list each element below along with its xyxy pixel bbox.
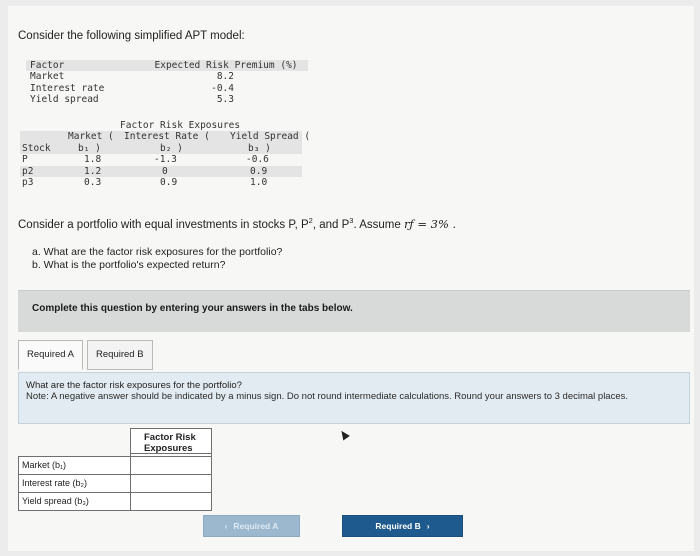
exposure-row	[20, 166, 302, 177]
exposure-row	[20, 177, 302, 188]
yield-spread-exposure-input[interactable]	[130, 492, 212, 511]
tab-required-a[interactable]: Required A	[18, 340, 83, 370]
risk-premium-table	[26, 60, 308, 106]
answer-row	[18, 456, 212, 475]
premium-row	[26, 94, 308, 105]
para-text: Consider a portfolio with equal investments in stocks P, P	[18, 218, 309, 231]
exposure-b1: 0.3	[84, 176, 102, 188]
stock-name: P	[22, 154, 28, 166]
col-interest: Interest Rate (	[124, 131, 210, 143]
exposure-row	[20, 154, 302, 165]
question-box	[18, 372, 690, 424]
exposure-table-title: Factor Risk Exposures	[120, 120, 241, 131]
premium-header-row	[26, 60, 308, 71]
exposure-b2: 0	[162, 165, 168, 177]
answer-column-header: Factor Risk Exposures	[130, 428, 212, 454]
stock-name: p3	[22, 176, 34, 188]
question-note: Note: A negative answer should be indicated by a minus sign. Do not round intermediate calculations. Round your answers to 3 decimal places.	[26, 391, 629, 402]
col-b2: b₂ )	[160, 142, 183, 154]
question-a: a. What are the factor risk exposures for the portfolio?	[32, 246, 283, 258]
instructions-banner: Complete this question by entering your answers in the tabs below.	[18, 290, 690, 332]
col-market: Market (	[68, 131, 114, 143]
premium-value: 8.2	[216, 71, 234, 83]
market-exposure-input[interactable]	[130, 456, 212, 475]
premium-value: -0.4	[211, 82, 234, 94]
para-sup: 3	[349, 216, 354, 225]
para-text: . Assume	[353, 218, 404, 231]
question-list	[32, 246, 282, 271]
premium-value: 5.3	[216, 94, 234, 106]
stock-name: p2	[22, 165, 34, 177]
next-button-label: Required B	[375, 521, 421, 531]
answer-label: Yield spread (b₃)	[18, 492, 130, 511]
premium-factor: Yield spread	[30, 94, 99, 106]
para-text: , and P	[312, 218, 350, 231]
next-required-b-button[interactable]	[342, 515, 463, 537]
exposure-subheader-row	[20, 143, 302, 154]
para-sup: 2	[308, 216, 313, 225]
premium-row	[26, 71, 308, 82]
prev-button-label: Required A	[233, 521, 279, 531]
tab-required-b[interactable]: Required B	[87, 340, 153, 370]
interest-rate-exposure-input[interactable]	[130, 474, 212, 493]
question-text: What are the factor risk exposures for the portfolio?	[26, 380, 242, 391]
answer-label: Interest rate (b₂)	[18, 474, 130, 493]
prev-required-a-button[interactable]	[203, 515, 300, 537]
exposure-b1: 1.2	[84, 165, 102, 177]
chevron-right-icon: ›	[426, 521, 430, 531]
exposure-b3: 0.9	[250, 165, 268, 177]
col-b3: b₃ )	[248, 142, 271, 154]
answer-row	[18, 474, 212, 493]
exposure-b3: 1.0	[250, 176, 268, 188]
exposure-b2: -1.3	[154, 154, 177, 166]
exposure-b3: -0.6	[246, 154, 269, 166]
assumption-paragraph	[18, 216, 456, 231]
chevron-left-icon: ‹	[224, 521, 228, 531]
exposure-b2: 0.9	[160, 176, 178, 188]
col-yield: Yield Spread (	[230, 131, 311, 143]
answer-row	[18, 492, 212, 511]
col-stock: Stock	[22, 142, 51, 154]
exposure-b1: 1.8	[84, 154, 102, 166]
question-b: b. What is the portfolio's expected return?	[32, 258, 226, 271]
intro-text: Consider the following simplified APT model:	[18, 30, 245, 42]
col-b1: b₁ )	[78, 142, 101, 154]
premium-header-value: Expected Risk Premium (%)	[154, 60, 298, 71]
premium-row	[26, 83, 308, 94]
tab-bar	[18, 340, 157, 370]
exposure-header-row	[20, 131, 311, 143]
answer-label: Market (b₁)	[18, 456, 130, 475]
premium-factor: Interest rate	[30, 82, 105, 94]
factor-exposure-table	[20, 120, 311, 188]
risk-free-rate: rƒ = 3% .	[403, 216, 457, 231]
premium-factor: Market	[30, 71, 65, 83]
premium-header-factor: Factor	[30, 60, 65, 71]
exposure-title-row	[20, 120, 302, 131]
